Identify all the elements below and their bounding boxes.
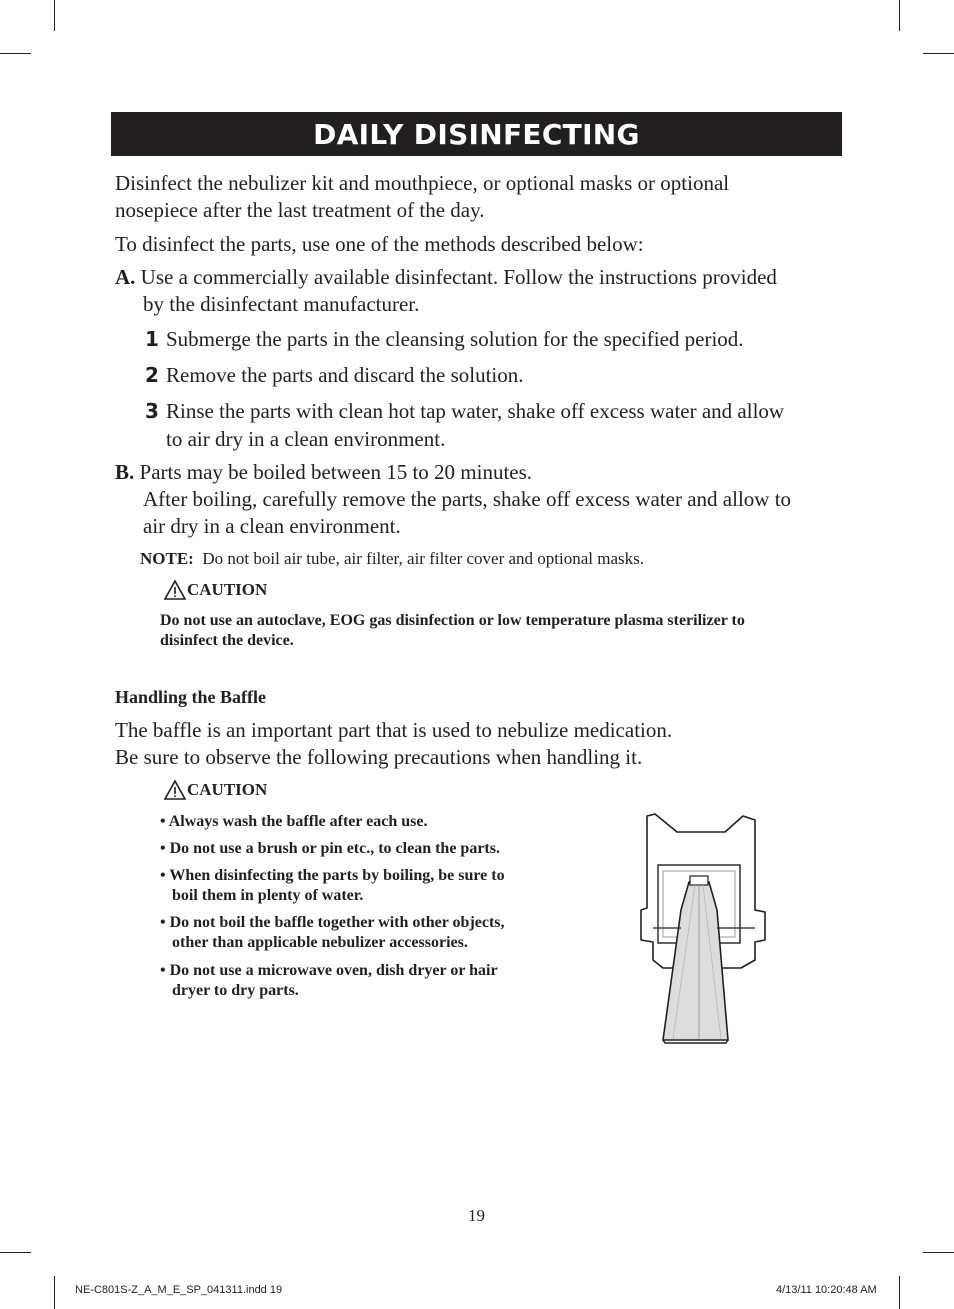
step-text-continued: to air dry in a clean environment.	[166, 427, 446, 451]
step-text: Remove the parts and discard the solution.	[166, 363, 524, 387]
crop-mark	[54, 1276, 55, 1309]
crop-mark	[923, 53, 954, 54]
method-b-line-3: air dry in a clean environment.	[143, 514, 401, 538]
step-number: 2	[145, 363, 159, 387]
warning-icon	[164, 580, 186, 600]
note-text: Do not boil air tube, air filter, air filter cover and optional masks.	[202, 549, 645, 568]
print-timestamp: 4/13/11 10:20:48 AM	[776, 1284, 877, 1296]
step-text: Rinse the parts with clean hot tap water, shake off excess water and allow	[166, 399, 785, 423]
note-label: NOTE:	[140, 549, 194, 568]
crop-mark	[0, 53, 31, 54]
baffle-illustration	[633, 810, 773, 1050]
method-a-text: Use a commercially available disinfectant. Follow the instructions provided	[140, 265, 777, 289]
crop-mark	[54, 0, 55, 31]
baffle-line-1: The baffle is an important part that is used to nebulize medication.	[115, 718, 673, 742]
intro-line-2: nosepiece after the last treatment of the day.	[115, 198, 485, 222]
section-heading-banner	[111, 112, 842, 156]
page-number: 19	[468, 1206, 485, 1225]
step-text: Submerge the parts in the cleansing solution for the specified period.	[166, 327, 744, 351]
method-b	[115, 459, 532, 486]
caution-text-line-2: disinfect the device.	[160, 632, 294, 649]
caution-bullet: • When disinfecting the parts by boiling, be sure to	[160, 867, 505, 884]
step-number: 3	[145, 399, 159, 423]
baffle-line-2: Be sure to observe the following precautions when handling it.	[115, 745, 643, 769]
crop-mark	[0, 1252, 31, 1253]
subsection-title: Handling the Baffle	[115, 687, 267, 707]
method-b-line-2: After boiling, carefully remove the parts, shake off excess water and allow to	[143, 487, 792, 511]
caution-label: CAUTION	[187, 780, 268, 799]
method-a-label: A.	[115, 265, 136, 289]
caution-text-line-1: Do not use an autoclave, EOG gas disinfection or low temperature plasma sterilizer to	[160, 612, 745, 629]
crop-mark	[899, 0, 900, 31]
section-heading: DAILY DISINFECTING	[313, 117, 640, 151]
print-file-slug: NE-C801S-Z_A_M_E_SP_041311.indd 19	[75, 1284, 283, 1296]
caution-bullet: • Do not use a brush or pin etc., to clean the parts.	[160, 840, 500, 857]
warning-icon	[164, 780, 186, 800]
method-b-text: Parts may be boiled between 15 to 20 minutes.	[139, 460, 533, 484]
crop-mark	[899, 1276, 900, 1309]
caution-label: CAUTION	[187, 580, 268, 599]
crop-mark	[923, 1252, 954, 1253]
caution-bullet-continued: other than applicable nebulizer accessories.	[172, 934, 468, 951]
caution-bullet: • Do not use a microwave oven, dish dryer or hair	[160, 962, 498, 979]
caution-bullet: • Do not boil the baffle together with other objects,	[160, 914, 505, 931]
caution-bullet: • Always wash the baffle after each use.	[160, 813, 428, 830]
caution-bullet-continued: boil them in plenty of water.	[172, 887, 364, 904]
methods-intro: To disinfect the parts, use one of the methods described below:	[115, 232, 644, 256]
method-a-line-2: by the disinfectant manufacturer.	[143, 292, 420, 316]
caution-bullet-continued: dryer to dry parts.	[172, 982, 299, 999]
method-a	[115, 264, 777, 291]
intro-line-1: Disinfect the nebulizer kit and mouthpiece, or optional masks or optional	[115, 171, 730, 195]
method-b-label: B.	[115, 460, 135, 484]
step-number: 1	[145, 327, 159, 351]
note	[140, 549, 644, 569]
